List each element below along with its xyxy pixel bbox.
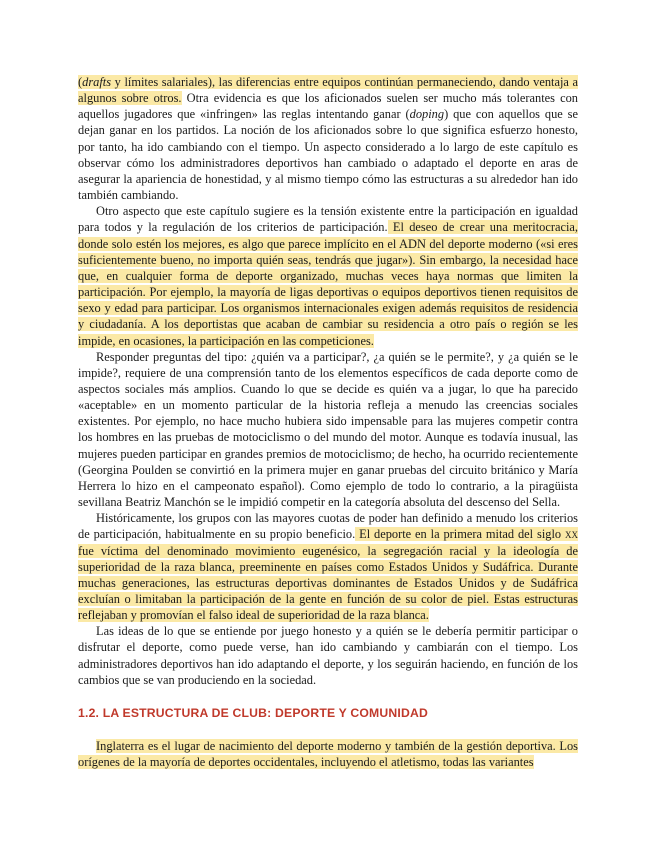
text-span: Otro aspecto que este capítulo sugiere es la tensión existente entre la participación en igualdad para todos y la regulación de los criterios de participación. [78, 204, 578, 235]
italic-term: drafts [82, 75, 112, 89]
page-body [78, 74, 578, 770]
paragraph-3: Responder preguntas del tipo: ¿quién va a participar?, ¿a quién se le permite?, y ¿a quién se le impide?, requiere de una comprensión tanto de los elementos específicos de cada deporte como de aspectos sociales más amplios. Cuando lo que se decide es quién va a jugar, lo que ha parecido «aceptable» en un momento particular de la historia refleja a menudo las creencias sociales existentes. Por ejemplo, no hace mucho hubiera sido impensable para las mujeres competir contra los hombres en las pruebas de motociclismo o del mundo del motor. Aunque es todavía inusual, las mujeres pueden participar en grandes premios de motociclismo; de hecho, ha ocurrido recientemente (Georgina Poulden se convirtió en la primera mujer en ganar pruebas del circuito británico y María Herrera lo hizo en el campeonato español). Como ejemplo de todo lo contrario, a la piragüista sevillana Beatriz Manchón se le impidió competir en la categoría absoluta del descenso del Sella. [78, 349, 578, 510]
text-span: El deporte en la primera mitad del siglo [355, 527, 565, 542]
italic-term: doping [409, 107, 445, 122]
century-numeral: xx [565, 527, 578, 542]
text-span: ) que con aquellos que se dejan ganar en los partidos. La noción de los aficionados sobre lo que significa esfuerzo honesto, por tanto, ha ido cambiando con el tiempo. Un aspecto considerado a lo largo de este capítulo es observar cómo los administradores deportivos han cambiado o adaptado el deporte en aras de asegurar la apariencia de honestidad, y al mismo tiempo cómo las estructuras a su alrededor han ido también cambiando. [78, 107, 578, 203]
text-span: Históricamente, los grupos con las mayores cuotas de poder han definido a menudo los criterios de participación, habitualmente en su propio beneficio. [78, 511, 578, 542]
text-span: Otra evidencia es que los aficionados suelen ser mucho más tolerantes con aquellos jugadores que «infringen» las reglas intentando ganar ( [78, 91, 578, 122]
highlight-4: Inglaterra es el lugar de nacimiento del deporte moderno y también de la gestión deportiva. Los orígenes de la mayoría de deportes occidentales, incluyendo el atletismo, todas las variantes [78, 739, 578, 770]
paragraph-6 [78, 738, 578, 770]
paragraph-5: Las ideas de lo que se entiende por juego honesto y a quién se le debería permitir participar o disfrutar el deporte, como puede verse, han ido cambiando y cambiarán con el tiempo. Los administradores deportivos han ido adaptando el deporte, y los seguirán haciendo, en función de los cambios que se van produciendo en la sociedad. [78, 624, 578, 687]
text-span: ( [78, 75, 83, 89]
paragraph-2 [78, 203, 578, 348]
section-heading: 1.2. LA ESTRUCTURA DE CLUB: DEPORTE Y COMUNIDAD [78, 705, 428, 720]
paragraph-1 [78, 74, 578, 203]
paragraph-4 [78, 510, 578, 623]
text-span: y límites salariales), las diferencias entre equipos continúan permaneciendo, dando ventaja a algunos sobre otros. [78, 75, 578, 106]
highlight-2: El deseo de crear una meritocracia, donde solo estén los mejores, es algo que parece implícito en el ADN del deporte moderno («si eres suficientemente bueno, no importa quién seas, tendrás que jugar»). Sin embargo, la necesidad hace que, en cualquier forma de deporte organizado, muchas veces haya normas que limiten la participación. Por ejemplo, la mayoría de ligas deportivas o equipos deportivos tienen requisitos de sexo y edad para participar. Los organismos internacionales exigen además requisitos de residencia y ciudadanía. A los deportistas que acaban de cambiar su residencia a otro país o región se les impide, en ocasiones, la participación en las competiciones. [78, 220, 579, 348]
text-span: fue víctima del denominado movimiento eugenésico, la segregación racial y la ideología de superioridad de la raza blanca, preeminente en países como Estados Unidos y Sudáfrica. Durante muchas generaciones, las estructuras deportivas dominantes de Estados Unidos y de Sudáfrica excluían o limitaban la participación de la gente en función de su color de piel. Estas estructuras reflejaban y promovían el falso ideal de superioridad de la raza blanca. [78, 543, 578, 623]
highlight-3 [78, 527, 578, 622]
